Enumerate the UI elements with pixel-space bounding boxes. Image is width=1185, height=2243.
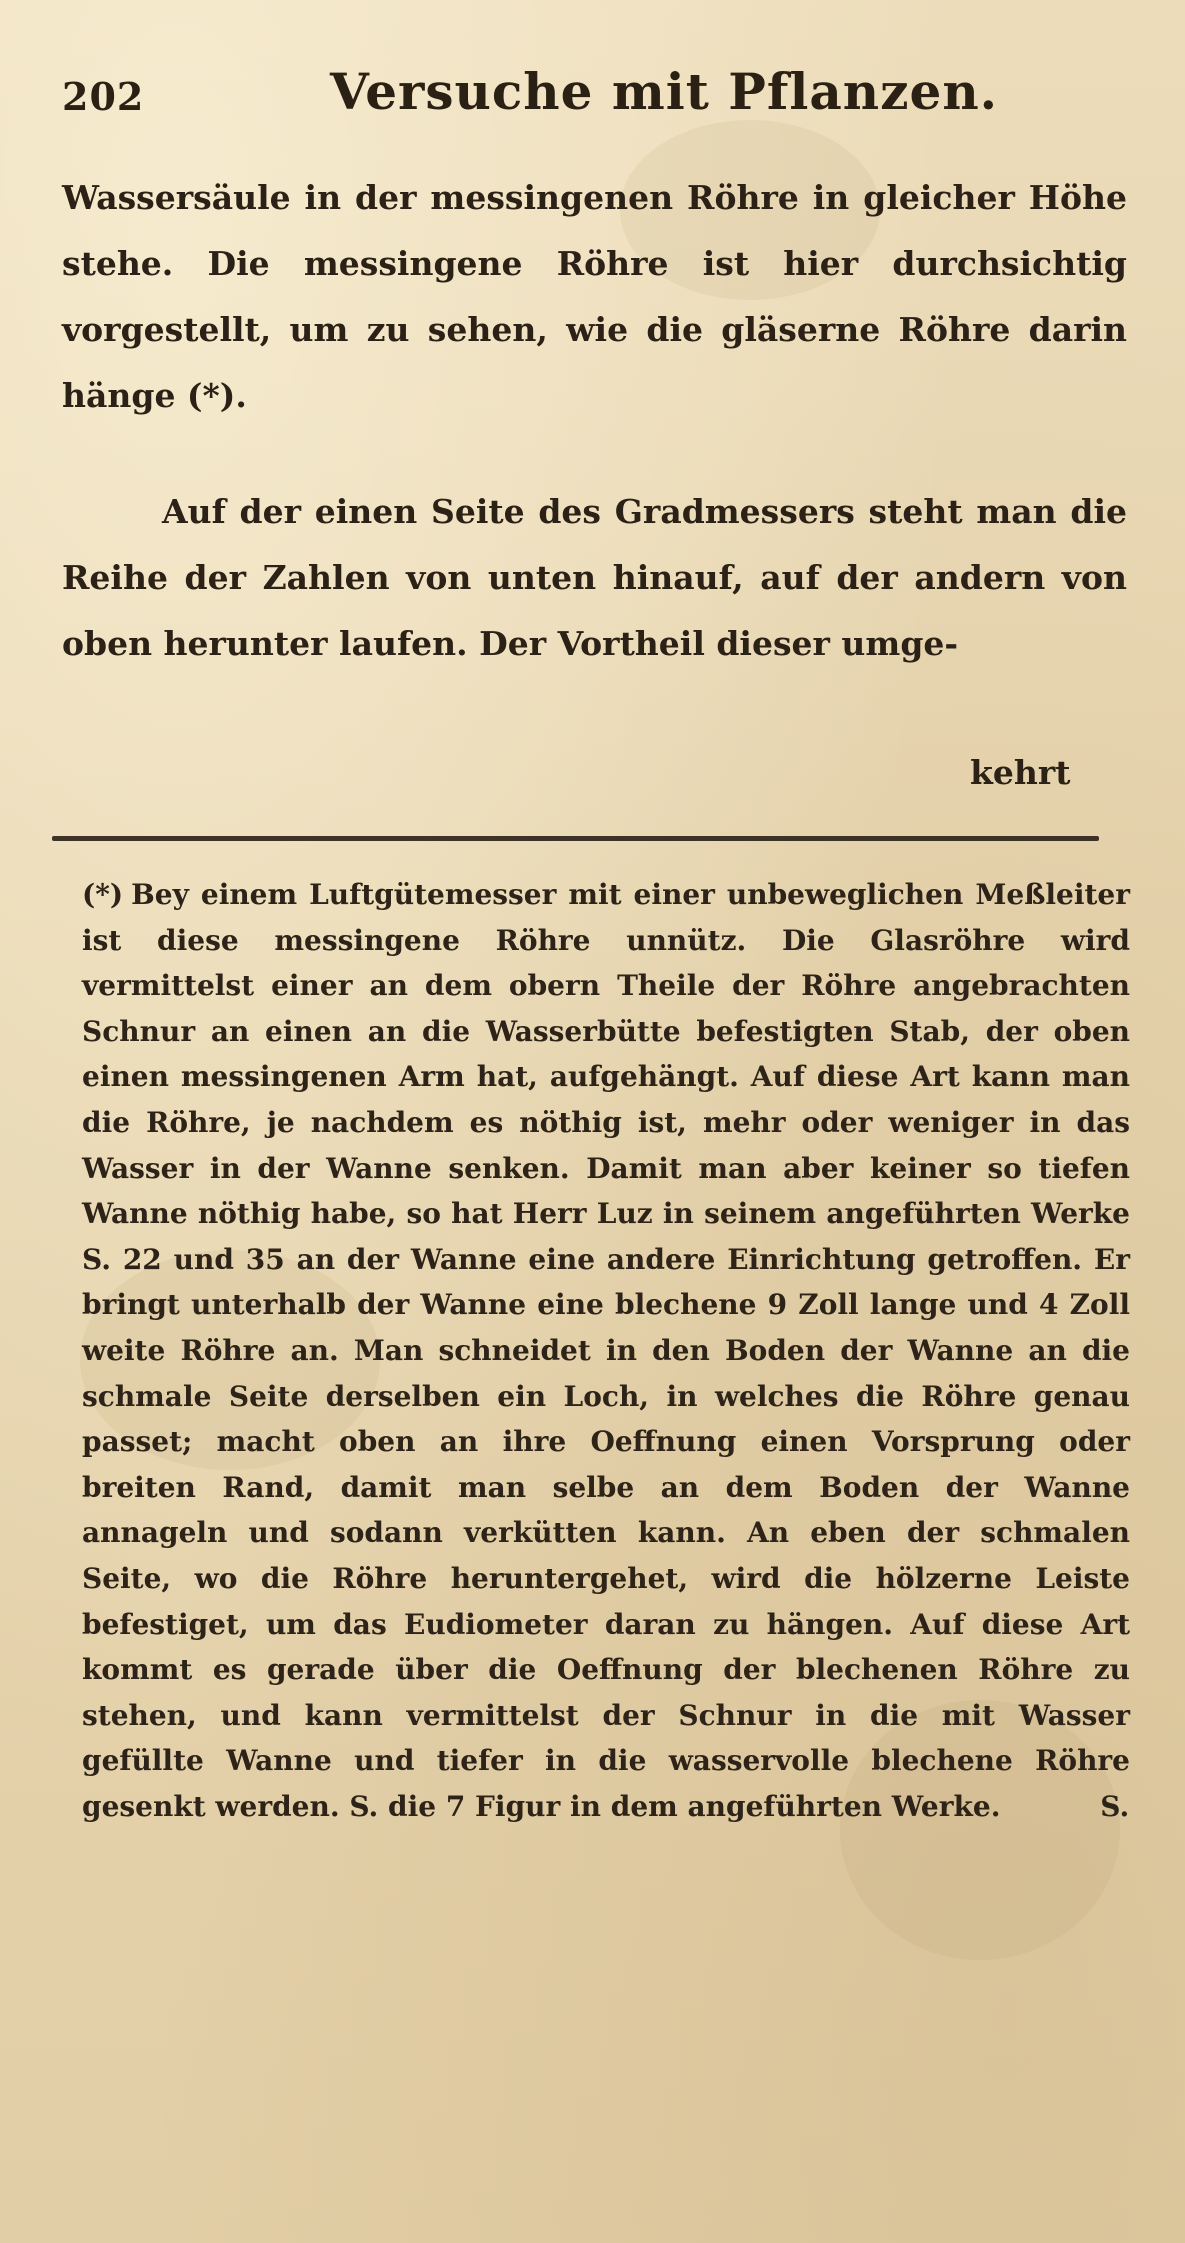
running-title: Versuche mit Pflanzen. <box>330 62 999 121</box>
footnote-divider <box>52 836 1099 841</box>
footnote-marker: (*) <box>82 878 124 911</box>
paragraph-1: Wassersäule in der messingenen Röhre in gleicher Höhe stehe. Die messingene Röhre ist hier durchsichtig vorgestellt, um zu sehen, wie die gläserne Röhre darin hänge (*). <box>62 178 1127 415</box>
catchword: kehrt <box>970 753 1071 792</box>
page-number: 202 <box>62 74 145 119</box>
footnote <box>82 872 1130 1829</box>
page-header <box>62 62 1122 142</box>
paragraph-2: Auf der einen Seite des Gradmessers steht man die Reihe der Zahlen von unten hinauf, auf der andern von oben herunter laufen. Der Vortheil dieser umge- <box>62 492 1127 663</box>
main-text <box>62 165 1127 677</box>
signature-mark: S. <box>1100 1789 1130 1823</box>
footnote-text: Bey einem Luftgütemesser mit einer unbeweglichen Meßleiter ist diese messingene Röhre unnütz. Die Glasröhre wird vermittelst einer an dem obern Theile der Röhre angebrachten Schnur an einen an die Wasserbütte befestigten Stab, der oben einen messingenen Arm hat, aufgehängt. Auf diese Art kann man die Röhre, je nachdem es nöthig ist, mehr oder weniger in das Wasser in der Wanne senken. Damit man aber keiner so tiefen Wanne nöthig habe, so hat Herr Luz in seinem angeführten Werke S. 22 und 35 an der Wanne eine andere Einrichtung getroffen. Er bringt unterhalb der Wanne eine blechene 9 Zoll lange und 4 Zoll weite Röhre an. Man schneidet in den Boden der Wanne an die schmale Seite derselben ein Loch, in welches die Röhre genau passet; macht oben an ihre Oeffnung einen Vorsprung oder breiten Rand, damit man selbe an dem Boden der Wanne annageln und sodann verkütten kann. An eben der schmalen Seite, wo die Röhre heruntergehet, wird die hölzerne Leiste befestiget, um das Eudiometer daran zu hängen. Auf diese Art kommt es gerade über die Oeffnung der blechenen Röhre zu stehen, und kann vermittelst der Schnur in die mit Wasser gefüllte Wanne und tiefer in die wasservolle blechene Röhre gesenkt werden. S. die 7 Figur in dem angeführten Werke. <box>82 878 1130 1823</box>
